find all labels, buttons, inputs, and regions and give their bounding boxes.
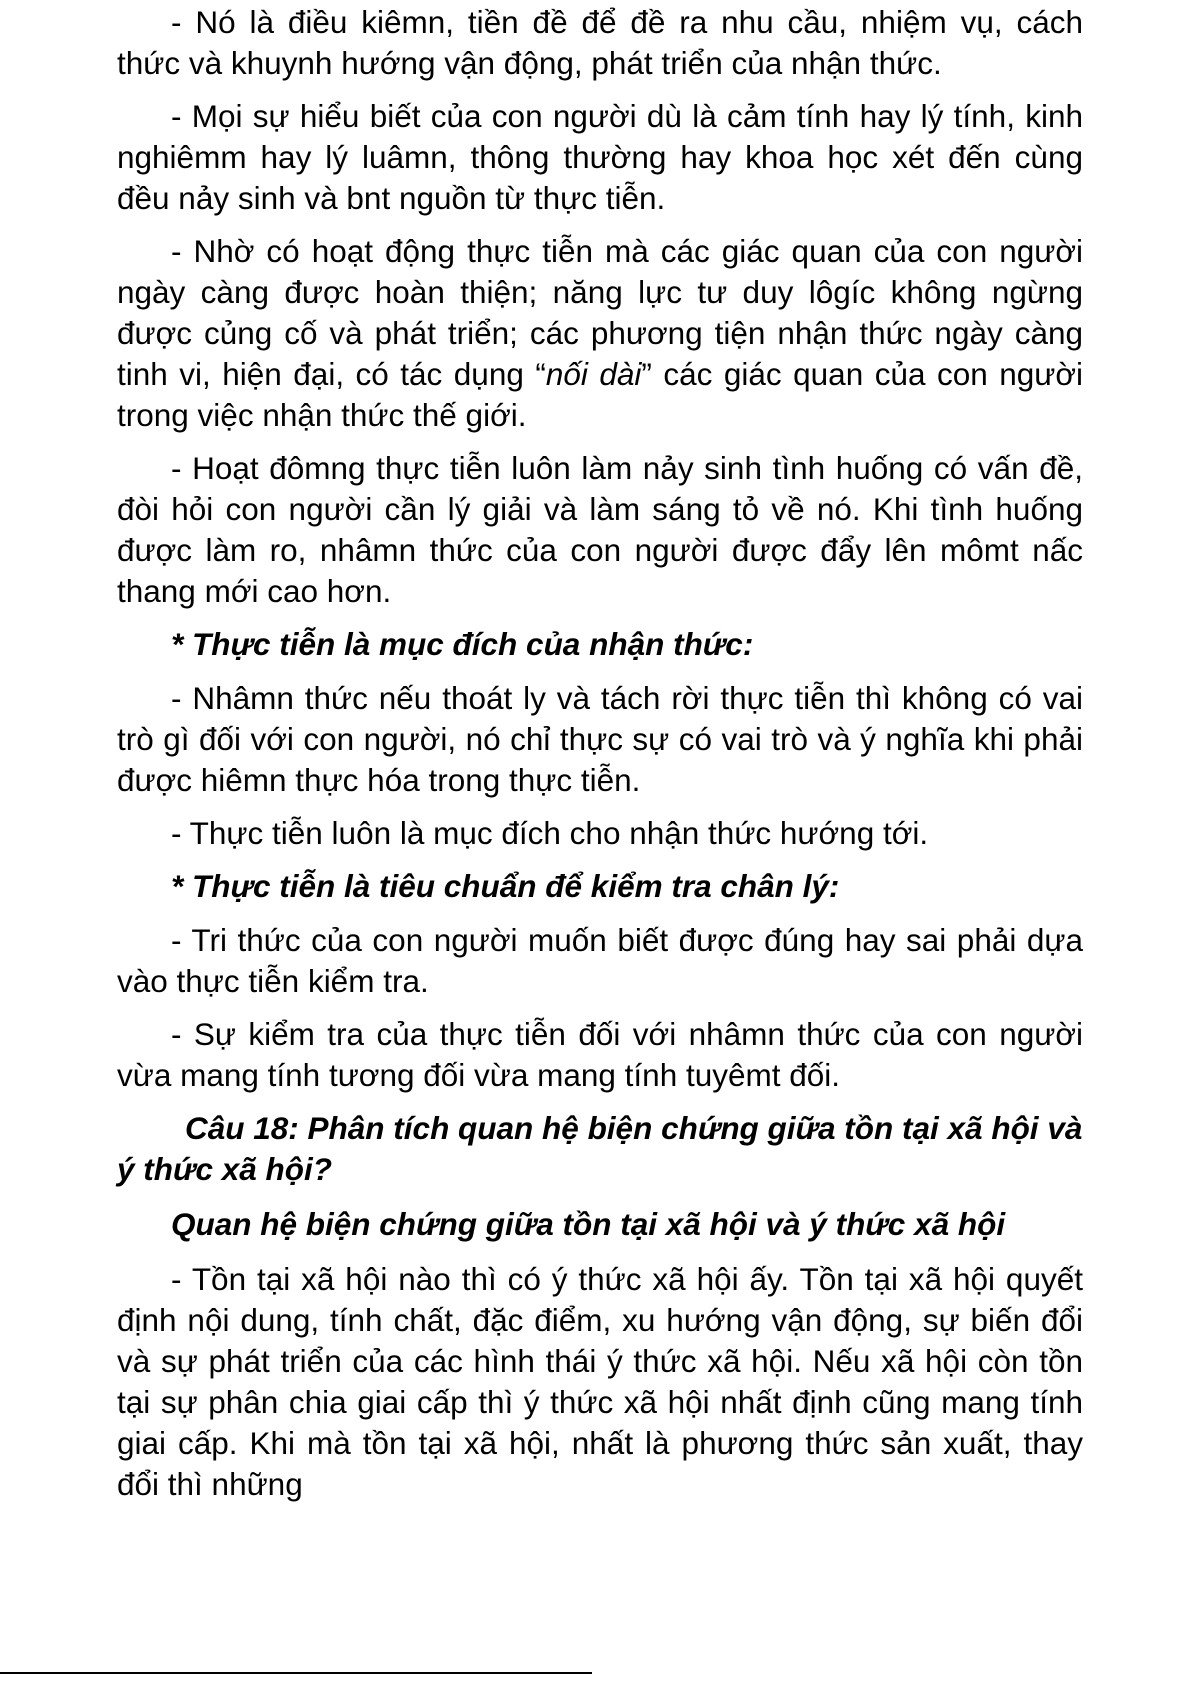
question-heading: Câu 18: Phân tích quan hệ biện chứng giữa tồn tại xã hội và ý thức xã hội? — [117, 1110, 1083, 1187]
paragraph-3-text-start: - Nhờ có hoạt động thực tiễn mà các giác quan của con người ngày càng được hoàn thiện; năng lực tư duy lôgíc không ngừng được củng cố và phát triển; các phương tiện nhận thức ngày càng tinh vi, hiện đại, có tác dụng “ — [117, 233, 1083, 392]
footnote-divider — [0, 1672, 592, 1674]
paragraph-1: - Nó là điều kiêmn, tiền đề để đề ra nhu cầu, nhiệm vụ, cách thức và khuynh hướng vận động, phát triển của nhận thức. — [117, 4, 1083, 81]
paragraph-3-italic-phrase: nối dài — [545, 356, 642, 392]
purpose-paragraph-1: - Nhâmn thức nếu thoát ly và tách rời thực tiễn thì không có vai trò gì đối với con người, nó chỉ thực sự có vai trò và ý nghĩa khi phải được hiêmn thực hóa trong thực tiễn. — [117, 680, 1083, 798]
document-page — [117, 2, 1083, 1517]
criterion-paragraph-2: - Sự kiểm tra của thực tiễn đối với nhâmn thức của con người vừa mang tính tương đối vừa mang tính tuyêmt đối. — [117, 1016, 1083, 1093]
section-heading-purpose: * Thực tiễn là mục đích của nhận thức: — [171, 626, 754, 662]
paragraph-3 — [117, 231, 1083, 436]
paragraph-3-text-end: ” các giác quan của con người trong việc nhận thức thế giới. — [117, 356, 1084, 433]
section-heading-criterion: * Thực tiễn là tiêu chuẩn để kiểm tra chân lý: — [171, 868, 840, 904]
purpose-paragraph-2: - Thực tiễn luôn là mục đích cho nhận thức hướng tới. — [171, 815, 929, 851]
final-paragraph: - Tồn tại xã hội nào thì có ý thức xã hội ấy. Tồn tại xã hội quyết định nội dung, tính chất, đặc điểm, xu hướng vận động, sự biến đổi và sự phát triển của các hình thái ý thức xã hội. Nếu xã hội còn tồn tại sự phân chia giai cấp thì ý thức xã hội nhất định cũng mang tính giai cấp. Khi mà tồn tại xã hội, nhất là phương thức sản xuất, thay đổi thì những — [117, 1261, 1083, 1502]
paragraph-2: - Mọi sự hiểu biết của con người dù là cảm tính hay lý tính, kinh nghiêmm hay lý luâmn, thông thường hay khoa học xét đến cùng đều nảy sinh và bnt nguồn từ thực tiễn. — [117, 98, 1083, 216]
criterion-paragraph-1: - Tri thức của con người muốn biết được đúng hay sai phải dựa vào thực tiễn kiểm tra. — [117, 922, 1083, 999]
answer-subheading: Quan hệ biện chứng giữa tồn tại xã hội và ý thức xã hội — [171, 1206, 1006, 1242]
paragraph-4: - Hoạt đômng thực tiễn luôn làm nảy sinh tình huống có vấn đề, đòi hỏi con người cần lý giải và làm sáng tỏ về nó. Khi tình huống được làm ro, nhâmn thức của con người được đẩy lên mômt nấc thang mới cao hơn. — [117, 450, 1083, 609]
